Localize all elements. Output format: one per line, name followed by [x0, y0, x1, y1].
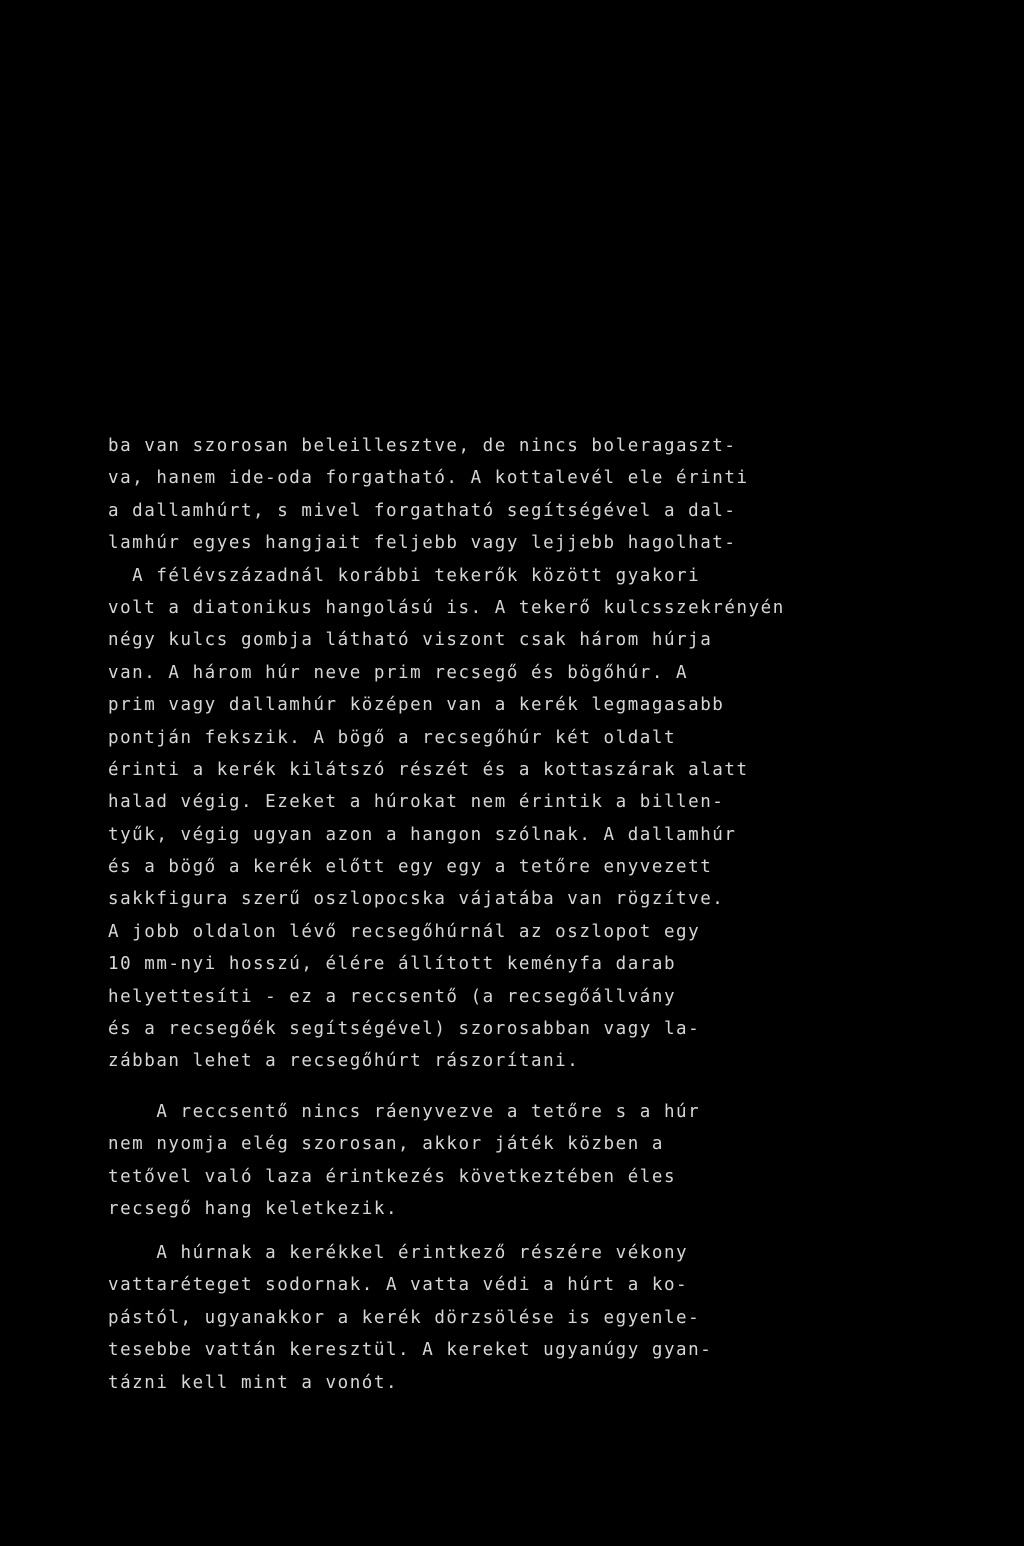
text-line: A félévszázadnál korábbi tekerők között gyakori: [108, 565, 701, 586]
text-line: tetővel való laza érintkezés következtében éles: [108, 1166, 677, 1187]
text-line: zábban lehet a recsegőhúrt rászorítani.: [108, 1051, 580, 1072]
text-line: nem nyomja elég szorosan, akkor játék közben a: [108, 1134, 664, 1155]
paragraph-2: [108, 1096, 888, 1226]
paragraph-1: [108, 430, 888, 1078]
text-line: érinti a kerék kilátszó részét és a kottaszárak alatt: [108, 759, 749, 780]
text-line: tesebbe vattán keresztül. A kereket ugyanúgy gyan-: [108, 1340, 713, 1361]
text-line: helyettesíti - ez a reccsentő (a recsegőállvány: [108, 986, 677, 1007]
text-line: pástól, ugyanakkor a kerék dörzsölése is egyenle-: [108, 1307, 701, 1328]
text-line: tázni kell mint a vonót.: [108, 1372, 399, 1393]
text-line: recsegő hang keletkezik.: [108, 1199, 399, 1220]
text-line: a dallamhúrt, s mivel forgatható segítségével a dal-: [108, 500, 737, 521]
text-line: A reccsentő nincs ráenyvezve a tetőre s a húr: [108, 1102, 701, 1122]
text-line: va, hanem ide-oda forgatható. A kottalevél ele érinti: [108, 468, 749, 489]
text-line: sakkfigura szerű oszlopocska vájatába van rögzítve.: [108, 889, 725, 910]
text-line: és a bögő a kerék előtt egy egy a tetőre enyvezett: [108, 857, 713, 878]
text-line: halad végig. Ezeket a húrokat nem érintik a billen-: [108, 792, 725, 813]
text-line: négy kulcs gombja látható viszont csak három húrja: [108, 630, 713, 651]
text-line: vattaréteget sodornak. A vatta védi a húrt a ko-: [108, 1275, 689, 1296]
text-line: van. A három húr neve prim recsegő és bögőhúr. A: [108, 662, 689, 683]
text-line: ba van szorosan beleillesztve, de nincs boleragaszt-: [108, 436, 737, 456]
text-line: pontján fekszik. A bögő a recsegőhúr két oldalt: [108, 727, 677, 748]
text-line: prim vagy dallamhúr középen van a kerék legmagasabb: [108, 695, 725, 716]
text-line: tyűk, végig ugyan azon a hangon szólnak. A dallamhúr: [108, 824, 737, 845]
text-line: volt a diatonikus hangolású is. A tekerő kulcsszekrényén: [108, 597, 785, 618]
paragraph-3: [108, 1237, 888, 1399]
text-line: 10 mm-nyi hosszú, élére állított keményfa darab: [108, 954, 677, 975]
text-line: A jobb oldalon lévő recsegőhúrnál az oszlopot egy: [108, 921, 701, 942]
text-line: és a recsegőék segítségével) szorosabban vagy la-: [108, 1019, 701, 1040]
text-line: A húrnak a kerékkel érintkező részére vékony: [108, 1243, 689, 1263]
text-line: lamhúr egyes hangjait feljebb vagy lejjebb hagolhat-: [108, 533, 737, 554]
